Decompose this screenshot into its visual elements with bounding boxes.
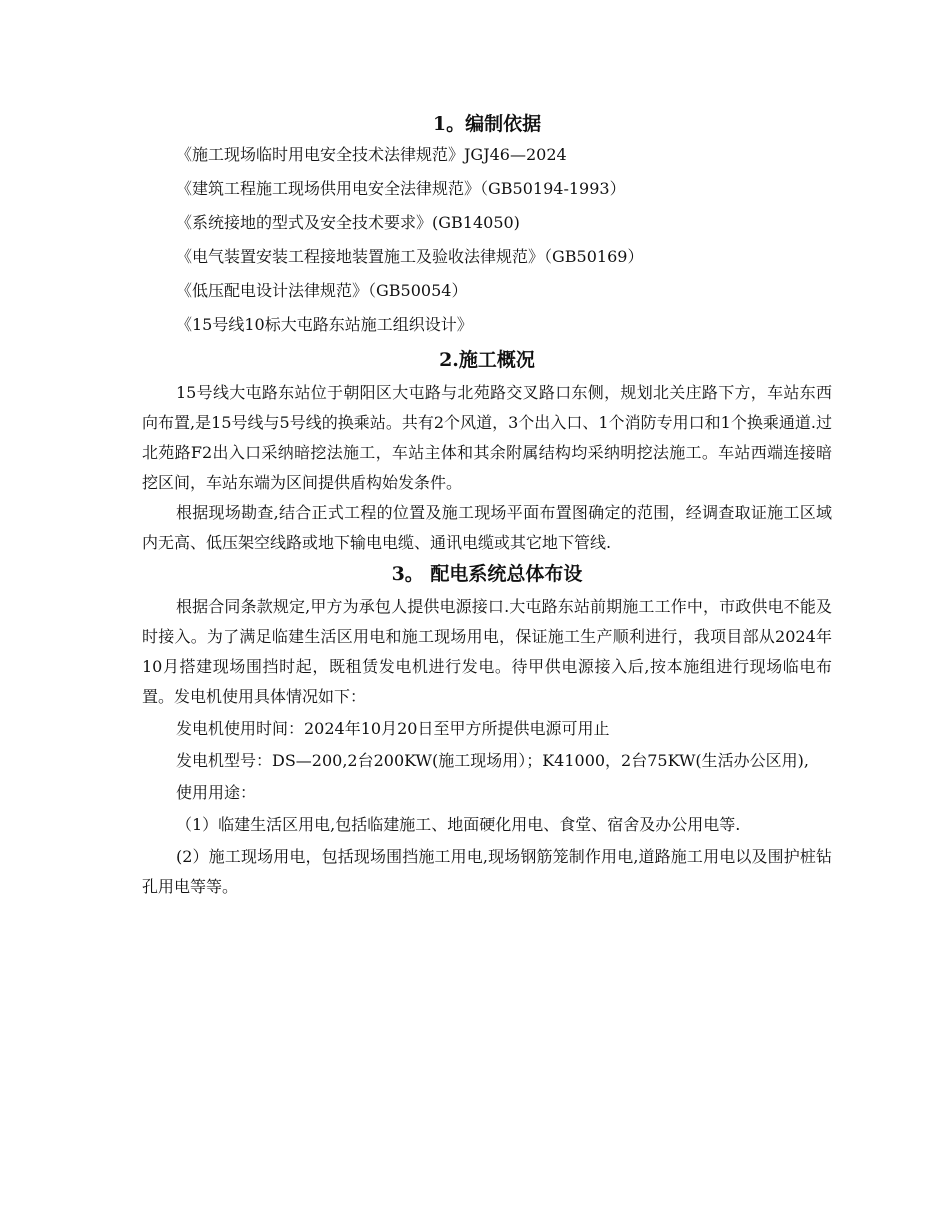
section-1-title: 1。编制依据	[432, 113, 542, 135]
paragraph: （1）临建生活区用电,包括临建施工、地面硬化用电、食堂、宿舍及办公用电等.	[176, 815, 741, 834]
reference-item: 《建筑工程施工现场供用电安全法律规范》（GB50194-1993）	[176, 179, 626, 198]
paragraph: 根据现场勘查,结合正式工程的位置及施工现场平面布置图确定的范围，经调查取证施工区域内无高、低压架空线路或地下输电电缆、通讯电缆或其它地下管线.	[142, 503, 832, 552]
reference-item: 《电气装置安装工程接地装置施工及验收法律规范》（GB50169）	[176, 247, 644, 266]
document-body	[142, 110, 832, 902]
reference-item: 《15号线10标大屯路东站施工组织设计》	[176, 315, 473, 334]
paragraph: 15号线大屯路东站位于朝阳区大屯路与北苑路交叉路口东侧，规划北关庄路下方，车站东西向布置,是15号线与5号线的换乘站。共有2个风道，3个出入口、1个消防专用口和1个换乘通道.过北苑路F2出入口采纳暗挖法施工，车站主体和其余附属结构均采纳明挖法施工。车站西端连接暗挖区间，车站东端为区间提供盾构始发条件。	[142, 383, 832, 492]
paragraph: 发电机使用时间：2024年10月20日至甲方所提供电源可用止	[176, 719, 610, 738]
reference-item: 《系统接地的型式及安全技术要求》(GB14050)	[176, 213, 520, 232]
reference-item: 《低压配电设计法律规范》（GB50054）	[176, 281, 468, 300]
paragraph: 发电机型号：DS—200,2台200KW(施工现场用）；K41000，2台75KW(生活办公区用),	[176, 751, 809, 770]
paragraph: (2）施工现场用电，包括现场围挡施工用电,现场钢筋笼制作用电,道路施工用电以及围护桩钻孔用电等等。	[142, 847, 832, 896]
paragraph: 根据合同条款规定,甲方为承包人提供电源接口.大屯路东站前期施工工作中，市政供电不能及时接入。为了满足临建生活区用电和施工现场用电，保证施工生产顺利进行，我项目部从2024年10月搭建现场围挡时起，既租赁发电机进行发电。待甲供电源接入后,按本施组进行现场临电布置。发电机使用具体情况如下：	[142, 597, 832, 706]
paragraph: 使用用途：	[176, 783, 257, 802]
reference-item: 《施工现场临时用电安全技术法律规范》JGJ46—2024	[176, 145, 567, 164]
section-2-title: 2.施工概况	[439, 349, 535, 371]
section-3-title: 3。 配电系统总体布设	[391, 563, 583, 585]
reference-list	[142, 138, 832, 342]
